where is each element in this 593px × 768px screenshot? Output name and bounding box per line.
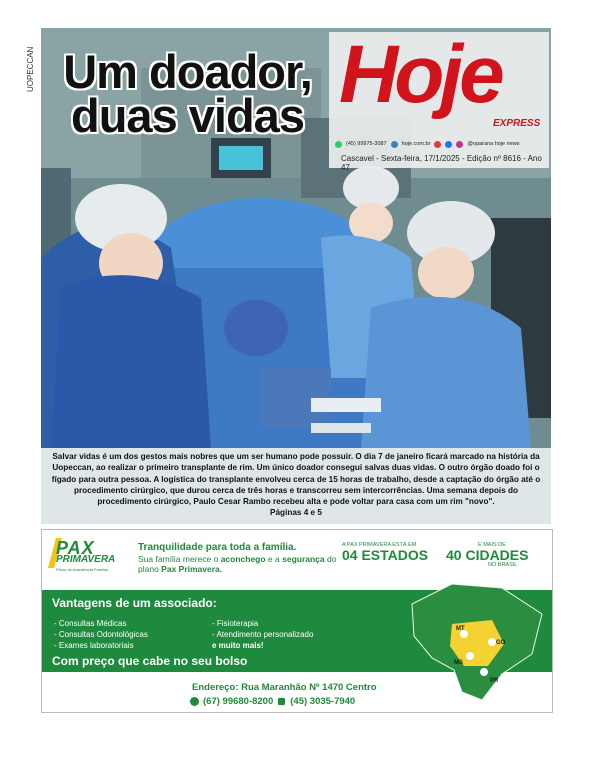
- price-line: Com preço que cabe no seu bolso: [52, 654, 248, 668]
- advantage-more: e muito mais!: [212, 641, 264, 650]
- advantages-list-2: [212, 618, 313, 651]
- map-label-ms: MS: [454, 660, 463, 666]
- map-pin-pr: [480, 668, 488, 676]
- pax-logo-tagline: Plano de Assistência Familiar: [56, 567, 109, 572]
- facebook-icon: [445, 141, 452, 148]
- pax-primavera-ad: [41, 529, 553, 713]
- advantage-item: - Atendimento personalizado: [212, 630, 314, 639]
- logo-subtitle: EXPRESS: [493, 118, 541, 129]
- ad-tagline: Tranquilidade para toda a família.: [138, 542, 297, 553]
- ad-phone-1[interactable]: (67) 99680-8200: [203, 696, 274, 707]
- advantage-item: - Consultas Odontológicas: [54, 630, 148, 639]
- pax-logo-word-2: PRIMAVERA: [56, 554, 116, 565]
- ad-subtag-bold-1: aconchego: [220, 554, 266, 564]
- globe-icon: [391, 141, 398, 148]
- ad-subtag-pre: Sua família merece o: [138, 554, 221, 564]
- advantages-list-1: [54, 618, 148, 651]
- ad-phone-2[interactable]: (45) 3035-7940: [290, 696, 356, 707]
- advantage-item: - Exames laboratoriais: [54, 641, 134, 650]
- ad-address: Endereço: Rua Maranhão Nº 1470 Centro: [192, 682, 377, 693]
- states-label: A PAX PRIMAVERA ESTÁ EM: [342, 542, 417, 548]
- masthead-social: @oparana hoje news: [467, 141, 520, 147]
- map-label-pr: PR: [490, 678, 499, 684]
- photo-credit: UOPECCAN: [26, 46, 35, 92]
- states-value: 04 ESTADOS: [342, 547, 429, 563]
- whatsapp-icon: [190, 697, 199, 706]
- page-reference: Páginas 4 e 5: [270, 508, 322, 518]
- masthead-phone: (45) 99975-3087: [346, 141, 387, 147]
- ad-subtag-post: do plano: [138, 554, 337, 574]
- caption-box: [41, 448, 551, 524]
- whatsapp-icon: [335, 141, 342, 148]
- map-pin-go: [488, 638, 496, 646]
- youtube-icon: [434, 141, 441, 148]
- cities-sub: NO BRASIL: [488, 562, 518, 568]
- headline-line-1: Um doador,: [63, 45, 312, 98]
- pax-logo-word: PAX: [56, 538, 95, 558]
- instagram-icon: [456, 141, 463, 148]
- ad-phones: [190, 696, 355, 707]
- advantage-item: - Fisioterapia: [212, 619, 259, 628]
- ad-subtag-bold-2: segurança: [282, 554, 325, 564]
- masthead-contact-row: [335, 138, 547, 150]
- masthead-site: hoje.com.br: [401, 141, 431, 147]
- cities-value: 40 CIDADES: [446, 547, 529, 563]
- ad-subtagline: [138, 554, 338, 574]
- advantages-title: Vantagens de um associado:: [52, 596, 217, 610]
- newspaper-logo: Hoje: [339, 29, 501, 120]
- edition-line: Cascavel - Sexta-feira, 17/1/2025 - Edição nº 8616 - Ano 47: [341, 154, 542, 172]
- caption-text: [41, 448, 551, 519]
- ad-subtag-mid: e a: [265, 554, 283, 564]
- phone-icon: [277, 697, 286, 706]
- caption-body: Salvar vidas é um dos gestos mais nobres que um ser humano pode possuir. O dia 7 de janeiro ficará marcado na história da Uopeccan, ao realizar o primeiro transplante de rim. Um único doador consegui salvas duas vidas. O outro órgão doado foi o fígado para outra pessoa. A logística do transplante envolveu cerca de 15 horas de trabalho, desde a captação do órgão até o procedimento cirúrgico, que durou cerca de três horas e transcorreu sem intercorrências. Uma semana depois do procedimento cirúrgico, Paulo Cesar Rambo recebeu alta e pode voltar para casa com um rim "novo".: [51, 452, 541, 507]
- ad-subtag-brand: Pax Primavera.: [161, 564, 223, 574]
- map-label-go: GO: [496, 640, 506, 646]
- headline: [55, 45, 320, 142]
- map-pin-ms: [466, 652, 474, 660]
- map-label-mt: MT: [456, 626, 465, 632]
- brazil-map-icon: [392, 574, 552, 704]
- advantage-item: - Consultas Médicas: [54, 619, 127, 628]
- cover-photo-panel: [41, 28, 551, 524]
- cities-label: E MAIS DE: [478, 542, 506, 548]
- headline-line-2: duas vidas: [71, 89, 304, 142]
